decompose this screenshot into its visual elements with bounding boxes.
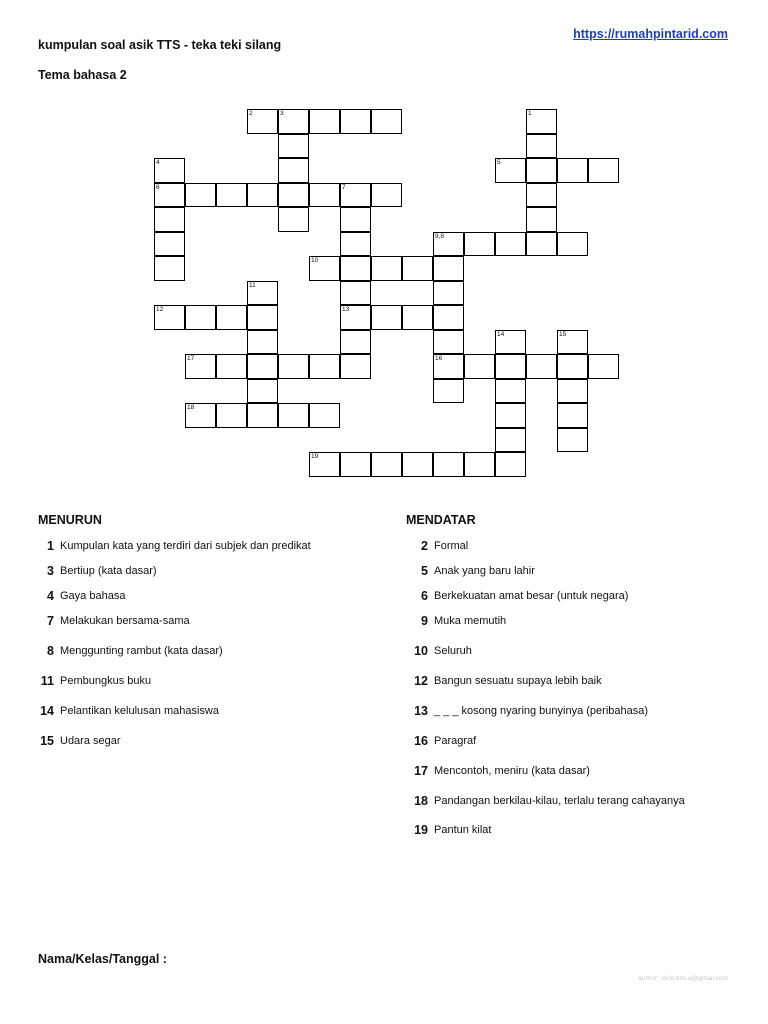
clue-number: 2 [421,539,428,553]
crossword-cell[interactable] [371,256,402,281]
clue-number: 5 [421,564,428,578]
crossword-cell[interactable] [309,256,340,281]
crossword-cell[interactable] [216,305,247,330]
crossword-cell[interactable] [154,256,185,281]
clue-text: Bangun sesuatu supaya lebih baik [434,675,602,687]
author-note: author : dino.kris.a@gmail.com [638,975,728,982]
clue-text: Kumpulan kata yang terdiri dari subjek dan predikat [60,540,311,552]
crossword-cell[interactable] [557,354,588,379]
clue-number: 12 [414,674,428,688]
crossword-cell[interactable] [433,452,464,477]
clue-number: 10 [414,644,428,658]
crossword-cell[interactable] [433,305,464,330]
crossword-cell[interactable] [154,232,185,257]
crossword-cell[interactable] [526,134,557,159]
crossword-cell[interactable] [340,452,371,477]
crossword-cell[interactable] [495,330,526,355]
clue-number: 4 [47,589,54,603]
crossword-cell[interactable] [371,305,402,330]
crossword-cell[interactable] [247,330,278,355]
crossword-cell[interactable] [278,207,309,232]
clue-text: Udara segar [60,735,121,747]
clue-text: Mencontoh, meniru (kata dasar) [434,765,590,777]
crossword-cell[interactable] [371,183,402,208]
crossword-cell[interactable] [278,183,309,208]
clue-number-label: 14 [497,330,505,338]
clue-number-label: 5 [497,159,501,166]
crossword-cell[interactable] [526,354,557,379]
clue-number-label: 13 [342,306,350,313]
theme-title: Tema bahasa 2 [38,68,127,82]
crossword-cell[interactable] [495,232,526,257]
crossword-cell[interactable] [402,256,433,281]
crossword-cell[interactable] [371,452,402,477]
clue-number: 19 [414,823,428,837]
crossword-cell[interactable] [340,109,371,134]
crossword-cell[interactable] [340,330,371,355]
crossword-cell[interactable] [278,109,309,134]
crossword-cell[interactable] [309,403,340,428]
clue-number-label: 6 [156,183,160,191]
clue-number-label: 7 [342,183,346,191]
clue-text: Pelantikan kelulusan mahasiswa [60,705,219,717]
crossword-cell[interactable] [464,452,495,477]
crossword-cell[interactable] [526,232,557,257]
clue-number-label: 17 [187,355,195,362]
crossword-cell[interactable] [340,354,371,379]
clue-number: 9 [421,614,428,628]
document-title: kumpulan soal asik TTS - teka teki silang [38,38,282,52]
clue-text: Paragraf [434,735,477,747]
clue-number-label: 18 [187,404,195,411]
crossword-cell[interactable] [433,354,464,379]
clue-number: 18 [414,794,428,808]
crossword-cell[interactable] [309,354,340,379]
crossword-cell[interactable] [309,109,340,134]
crossword-cell[interactable] [464,354,495,379]
crossword-cell[interactable] [185,183,216,208]
clue-number-label: 3 [280,110,284,117]
crossword-cell[interactable] [340,207,371,232]
crossword-cell[interactable] [216,403,247,428]
crossword-cell[interactable] [588,158,619,183]
crossword-cell[interactable] [495,158,526,183]
clue-number: 13 [414,704,428,718]
student-info-label: Nama/Kelas/Tanggal : [38,952,167,966]
clue-text: Muka memutih [434,615,507,627]
crossword-cell[interactable] [557,330,588,355]
crossword-cell[interactable] [185,354,216,379]
clue-number-label: 1 [528,110,532,117]
clue-text: Gaya bahasa [60,590,126,602]
crossword-cell[interactable] [278,158,309,183]
crossword-cell[interactable] [247,403,278,428]
crossword-cell[interactable] [526,207,557,232]
clue-text: Pandangan berkilau-kilau, terlalu terang cahayanya [434,795,685,807]
website-link[interactable]: https://rumahpintarid.com [573,27,728,41]
crossword-cell[interactable] [216,183,247,208]
crossword-cell[interactable] [371,109,402,134]
crossword-cell[interactable] [278,134,309,159]
clue-number-label: 19 [311,453,319,460]
crossword-cell[interactable] [557,428,588,453]
crossword-cell[interactable] [247,305,278,330]
crossword-cell[interactable] [154,207,185,232]
clue-text: Bertiup (kata dasar) [60,565,157,577]
crossword-cell[interactable] [247,109,278,134]
clue-text: Menggunting rambut (kata dasar) [60,645,223,657]
crossword-cell[interactable] [340,232,371,257]
clue-number: 11 [40,674,54,688]
crossword-cell[interactable] [309,452,340,477]
clue-number: 3 [47,564,54,578]
clue-text: Pembungkus buku [60,675,152,687]
crossword-cell[interactable] [278,403,309,428]
clue-number: 8 [47,644,54,658]
clue-number-label: 10 [311,257,319,264]
crossword-cell[interactable] [495,354,526,379]
clue-text: Anak yang baru lahir [434,565,535,577]
clue-number-label: 4 [156,159,160,166]
crossword-cell[interactable] [526,158,557,183]
crossword-cell[interactable] [154,305,185,330]
crossword-cell[interactable] [433,256,464,281]
crossword-cell[interactable] [185,305,216,330]
crossword-cell[interactable] [247,354,278,379]
crossword-cell[interactable] [557,403,588,428]
clue-text: Melakukan bersama-sama [60,615,190,627]
crossword-cell[interactable] [185,403,216,428]
clue-text: Pantun kilat [434,824,492,836]
clue-number-label: 12 [156,306,164,313]
crossword-cell[interactable] [340,305,371,330]
crossword-cell[interactable] [495,379,526,404]
clue-text: Berkekuatan amat besar (untuk negara) [434,590,629,602]
crossword-cell[interactable] [247,183,278,208]
crossword-cell[interactable] [526,109,557,134]
crossword-cell[interactable] [495,452,526,477]
crossword-cell[interactable] [340,281,371,306]
clue-number: 14 [40,704,54,718]
crossword-cell[interactable] [216,354,247,379]
crossword-cell[interactable] [247,379,278,404]
crossword-cell[interactable] [526,183,557,208]
crossword-cell[interactable] [495,428,526,453]
crossword-cell[interactable] [588,354,619,379]
clue-number-label: 15 [559,330,567,338]
clue-number-label: 16 [435,355,443,362]
crossword-cell[interactable] [557,379,588,404]
crossword-cell[interactable] [433,330,464,355]
crossword-cell[interactable] [309,183,340,208]
clue-number-label: 11 [249,281,256,289]
crossword-cell[interactable] [247,281,278,306]
crossword-cell[interactable] [557,158,588,183]
crossword-cell[interactable] [340,256,371,281]
crossword-cell[interactable] [402,452,433,477]
clue-number: 17 [414,764,428,778]
clue-number: 6 [421,589,428,603]
crossword-cell[interactable] [340,183,371,208]
crossword-cell[interactable] [464,232,495,257]
clue-number: 15 [40,734,54,748]
clue-number: 1 [47,539,54,553]
clue-text: Formal [434,540,469,552]
across-clues-heading: MENDATAR [406,513,476,527]
clue-number: 16 [414,734,428,748]
crossword-cell[interactable] [433,232,464,257]
clue-text: Seluruh [434,645,472,657]
crossword-cell[interactable] [433,379,464,404]
crossword-cell[interactable] [557,232,588,257]
crossword-cell[interactable] [495,403,526,428]
crossword-cell[interactable] [402,305,433,330]
crossword-cell[interactable] [278,354,309,379]
clue-number: 7 [47,614,54,628]
crossword-cell[interactable] [433,281,464,306]
clue-text: _ _ _ kosong nyaring bunyinya (peribahasa) [434,705,649,717]
down-clues-heading: MENURUN [38,513,102,527]
clue-number-label: 2 [249,110,253,117]
clue-number-label: 9,8 [435,232,445,240]
crossword-cell[interactable] [154,183,185,208]
crossword-cell[interactable] [154,158,185,183]
